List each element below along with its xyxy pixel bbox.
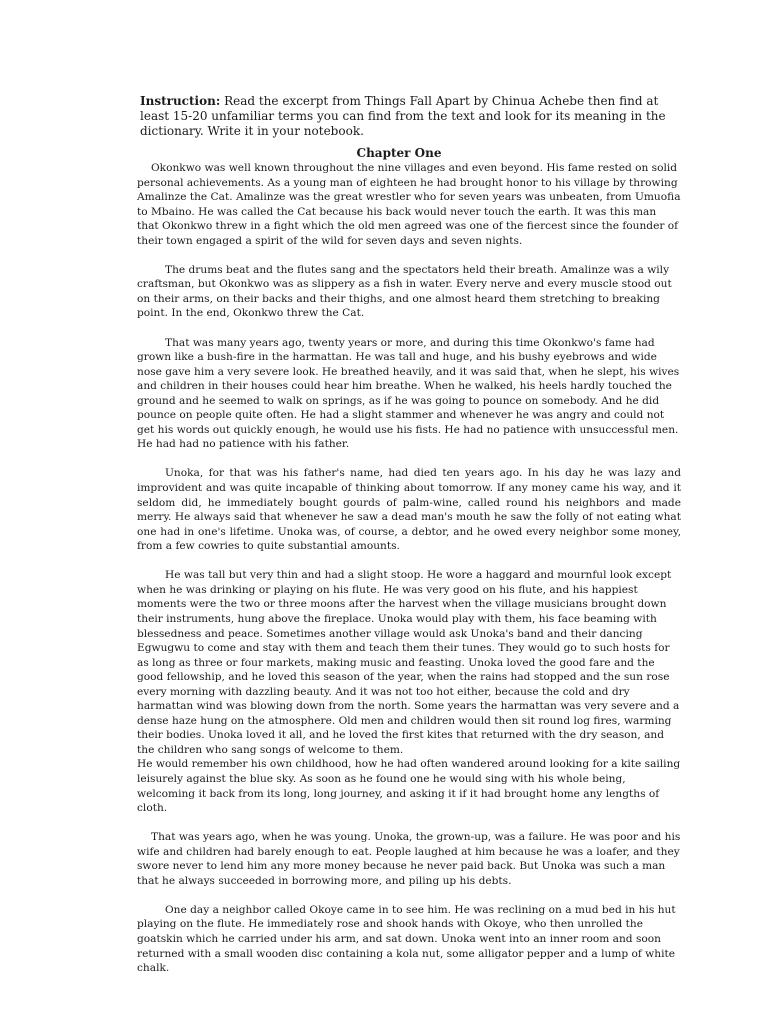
paragraph-3: That was many years ago, twenty years or more, and during this time Okonkwo's fame had grown like a bush-fire in the harmattan. He was tall and huge, and his bushy eyebrows and wide nose gave him a very severe look. He breathed heavily, and it was said that, when he slept, his wives and children in their houses could hear him breathe. When he walked, his heels hardly touched the ground and he seemed to walk on springs, as if he was going to pounce on somebody. And he did pounce on people quite often. He had a slight stammer and whenever he was angry and could not get his words out quickly enough, he would use his fists. He had no patience with unsuccessful men. He had had no patience with his father. (137, 336, 680, 451)
paragraph-2: The drums beat and the flutes sang and the spectators held their breath. Amalinze was a wily craftsman, but Okonkwo was as slippery as a fish in water. Every nerve and every muscle stood out on their arms, on their backs and their thighs, and one almost heard them stretching to breaking point. In the end, Okonkwo threw the Cat. (137, 263, 672, 320)
paragraph-5: He was tall but very thin and had a slight stoop. He wore a haggard and mournful look except when he was drinking or playing on his flute. He was very good on his flute, and his happiest moments were the two or three moons after the harvest when the village musicians brought down their instruments, hung above the fireplace. Unoka would play with them, his face beaming with blessedness and peace. Sometimes another village would ask Unoka's band and their dancing Egwugwu to come and stay with them and teach them their tunes. They would go to such hosts for as long as three or four markets, making music and feasting. Unoka loved the good fare and the good fellowship, and he loved this season of the year, when the rains had stopped and the sun rose every morning with dazzling beauty. And it was not too hot either, because the cold and dry harmattan wind was blowing down from the north. Some years the harmattan was very severe and a dense haze hung on the atmosphere. Old men and children would then sit round log fires, warming their bodies. Unoka loved it all, and he loved the first kites that returned with the dry season, and the children who sang songs of welcome to them. (137, 569, 680, 756)
chapter-title: Chapter One (356, 146, 442, 160)
paragraph-4: Unoka, for that was his father's name, had died ten years ago. In his day he was lazy and improvident and was quite incapable of thinking about tomorrow. If any money came his way, and it seldom did, he immediately bought gourds of palm-wine, called round his neighbors and made merry. He always said that whenever he saw a dead man's mouth he saw the folly of not eating what one had in one's lifetime. Unoka was, of course, a debtor, and he owed every neighbor some money, from a few cowries to quite substantial amounts. (137, 467, 681, 553)
paragraph-8: One day a neighbor called Okoye came in to see him. He was reclining on a mud bed in his hut playing on the flute. He immediately rose and shook hands with Okoye, who then unrolled the goatskin which he carried under his arm, and sat down. Unoka went into an inner room and soon returned with a small wooden disc containing a kola nut, some alligator pepper and a lump of white chalk. (137, 903, 676, 975)
chapter-body (137, 161, 681, 990)
instruction-label: Instruction: (140, 94, 221, 108)
paragraph-6: He would remember his own childhood, how he had often wandered around looking for a kite sailing leisurely against the blue sky. As soon as he found one he would sing with his whole being, welcoming it back from its long, long journey, and asking it if it had brought home any lengths of cloth. (137, 758, 681, 815)
instruction-block (140, 94, 688, 139)
paragraph-7: That was years ago, when he was young. Unoka, the grown-up, was a failure. He was poor and his wife and children had barely enough to eat. People laughed at him because he was a loafer, and they swore never to lend him any more money because he never paid back. But Unoka was such a man that he always succeeded in borrowing more, and piling up his debts. (137, 831, 681, 887)
instruction-text: Read the excerpt from Things Fall Apart by Chinua Achebe then find at least 15-20 unfamiliar terms you can find from the text and look for its meaning in the dictionary. Write it in your notebook. (140, 94, 666, 138)
paragraph-1: Okonkwo was well known throughout the nine villages and even beyond. His fame rested on solid personal achievements. As a young man of eighteen he had brought honor to his village by throwing Amalinze the Cat. Amalinze was the great wrestler who for seven years was unbeaten, from Umuofia to Mbaino. He was called the Cat because his back would never touch the earth. It was this man that Okonkwo threw in a fight which the old men agreed was one of the fiercest since the founder of their town engaged a spirit of the wild for seven days and seven nights. (137, 162, 681, 247)
